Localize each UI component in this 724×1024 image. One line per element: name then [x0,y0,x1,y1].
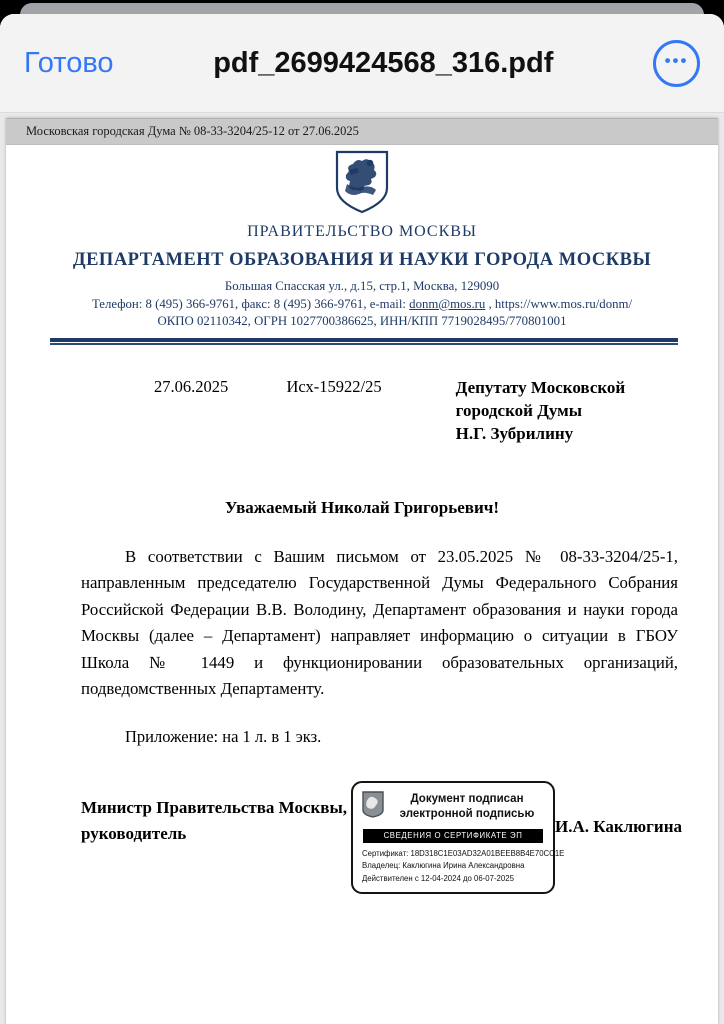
certificate-number: Сертификат: 18D318C1E03AD32A01BEEB8B4E70CC1E [362,848,565,858]
signer-title [81,795,351,848]
pdf-viewport[interactable] [0,112,724,1024]
viewer-toolbar [0,14,724,112]
salutation: Уважаемый Николай Григорьевич! [225,497,499,517]
reference-row [6,345,718,446]
certificate-validity: Действителен с 12-04-2024 до 06-07-2025 [362,873,514,883]
document-filename: pdf_2699424568_316.pdf [213,46,554,79]
letter-date: 27.06.2025 [154,376,229,396]
letterhead-divider [50,338,678,345]
stamp-emblem-icon [362,791,384,823]
ellipsis-icon: ••• [664,50,689,70]
pdf-viewer-sheet [0,14,724,1024]
certificate-owner: Владелец: Каклюгина Ирина Александровна [362,861,525,871]
contacts-prefix: Телефон: 8 (495) 366-9761, факс: 8 (495) 366-9761, e-mail: [91,296,410,311]
addressee-line: городской Думы [455,400,583,420]
more-options-button[interactable] [653,40,700,87]
certificate-info-bar: СВЕДЕНИЯ О СЕРТИФИКАТЕ ЭП [363,829,543,843]
signer-title-line: руководитель [81,824,187,844]
stamp-heading [390,792,544,822]
contacts-line [6,296,718,314]
addressee-line: Депутату Московской [455,377,626,397]
stamp-heading-line: Документ подписан [410,793,524,806]
addressee-line: Н.Г. Зубрилину [455,423,574,443]
signature-block [6,747,718,894]
registration-codes: ОКПО 02110342, ОГРН 1027700386625, ИНН/КПП 7719028495/770801001 [157,314,567,329]
signer-name: И.А. Каклюгина [555,816,682,836]
electronic-signature-stamp [351,781,565,894]
attachment-note: Приложение: на 1 л. в 1 экз. [125,726,322,746]
contacts-suffix: , https://www.mos.ru/donm/ [485,296,633,311]
department-heading: ДЕПАРТАМЕНТ ОБРАЗОВАНИЯ И НАУКИ ГОРОДА МОСКВЫ [72,250,652,270]
letterhead-contact-block [6,278,718,331]
letter-body: В соответствии с Вашим письмом от 23.05.2025 № 08-33-3204/25-1, направленным председателю Государственной Думы Федерального Собрания Российской Федерации В.В. Володину, Департамент образования и науки города Москвы (далее – Департамент) направляет информацию о ситуации в ГБОУ Школа № 1449 и функционировании образовательных организаций, подведомственных Департаменту. [81,546,678,699]
stamp-heading-line: электронной подписью [399,807,535,820]
addressee-block [456,377,680,446]
street-address: Большая Спасская ул., д.15, стр.1, Москва, 129090 [224,279,500,293]
signer-title-line: Министр Правительства Москвы, [81,797,348,817]
done-button[interactable]: Готово [24,46,114,79]
email-link[interactable]: donm@mos.ru [409,296,486,311]
pdf-page [6,118,718,1024]
outgoing-number: Исх-15922/25 [286,376,382,396]
registration-stamp-band: Московская городская Дума № 08-33-3204/25-12 от 27.06.2025 [6,118,718,145]
moscow-coat-of-arms-icon [333,150,391,219]
government-heading: ПРАВИТЕЛЬСТВО МОСКВЫ [247,223,477,240]
